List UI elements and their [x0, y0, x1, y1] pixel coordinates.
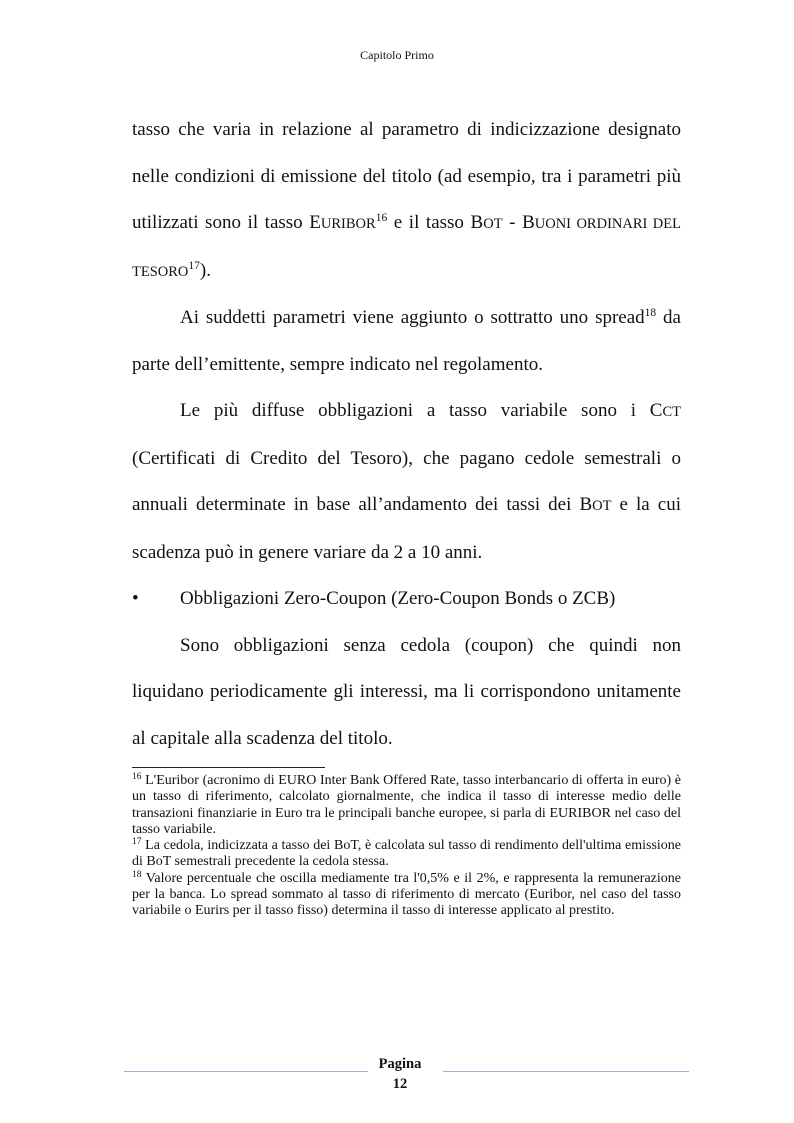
bullet-icon: • — [132, 588, 139, 609]
body-text — [132, 107, 681, 762]
footnote-separator — [132, 767, 325, 768]
bot-smallcaps: BOT — [470, 212, 503, 233]
bot-smallcaps: BOT — [579, 494, 612, 515]
euribor-smallcaps: EURIBOR — [309, 212, 376, 233]
cct-smallcaps: CCT — [649, 400, 681, 421]
paragraph-1: tasso che varia in relazione al parametro di indicizzazione designato nelle condizioni di emissione del titolo (ad esempio, tra i parametri più utilizzati sono il tasso EURIBOR$^{16}$ e il tasso BOT - BUONI ORDINARI DEL TESORO$^{17}$). — [132, 119, 681, 281]
footer-rule-right — [443, 1071, 689, 1072]
footnote-ref-18[interactable]: 18 — [644, 307, 657, 319]
footnotes — [132, 773, 681, 920]
page-number: 12 — [392, 1076, 408, 1092]
paragraph-3: Le più diffuse obbligazioni a tasso variabile sono i CCT (Certificati di Credito del Tesoro), che pagano cedole semestrali o annuali determinate in base all’andamento dei tassi dei BOT e la cui scadenza può in genere variare da 2 a 10 anni. — [132, 400, 682, 563]
footnote-17: $^{17}$ La cedola, indicizzata a tasso dei BoT, è calcolata sul tasso di rendimento dell'ultima emissione di BoT semestrali precedente la cedola stessa. — [132, 837, 681, 870]
paragraph-4: Sono obbligazioni senza cedola (coupon) che quindi non liquidano periodicamente gli interessi, ma li corrispondono unitamente al capitale alla scadenza del titolo. — [132, 634, 681, 749]
buoni-ordinari-smallcaps: BUONI ORDINARI DEL TESORO — [132, 212, 681, 280]
running-head: Capitolo Primo — [360, 48, 434, 62]
footnote-ref-16[interactable]: 16 — [375, 212, 388, 224]
footnote-ref-17[interactable]: 17 — [188, 259, 200, 272]
footnote-18: $^{18}$ Valore percentuale che oscilla mediamente tra l'0,5% e il 2%, e rappresenta la remunerazione per la banca. Lo spread sommato al tasso di riferimento di mercato (Euribor, nel caso del tasso variabile o Eurirs per il tasso fisso) determina il tasso di interesse applicato al prestito. — [132, 869, 681, 919]
page-label: Pagina — [378, 1056, 422, 1072]
footer-rule-left — [124, 1071, 368, 1072]
page-footer — [368, 1054, 432, 1094]
bullet-item-zero-coupon: • Obbligazioni Zero-Coupon (Zero-Coupon Bonds o ZCB) — [132, 576, 681, 623]
footnote-16: $^{16}$ L'Euribor (acronimo di EURO Inter Bank Offered Rate, tasso interbancario di offerta in euro) è un tasso di riferimento, calcolato giornalmente, che indica il tasso di interesse medio delle transazioni finanziarie in Euro tra le principali banche europee, si parla di EURIBOR nel caso del tasso variabile. — [132, 772, 681, 837]
paragraph-2: Ai suddetti parametri viene aggiunto o sottratto uno spread$^{18}$ da parte dell’emittente, sempre indicato nel regolamento. — [132, 307, 681, 375]
